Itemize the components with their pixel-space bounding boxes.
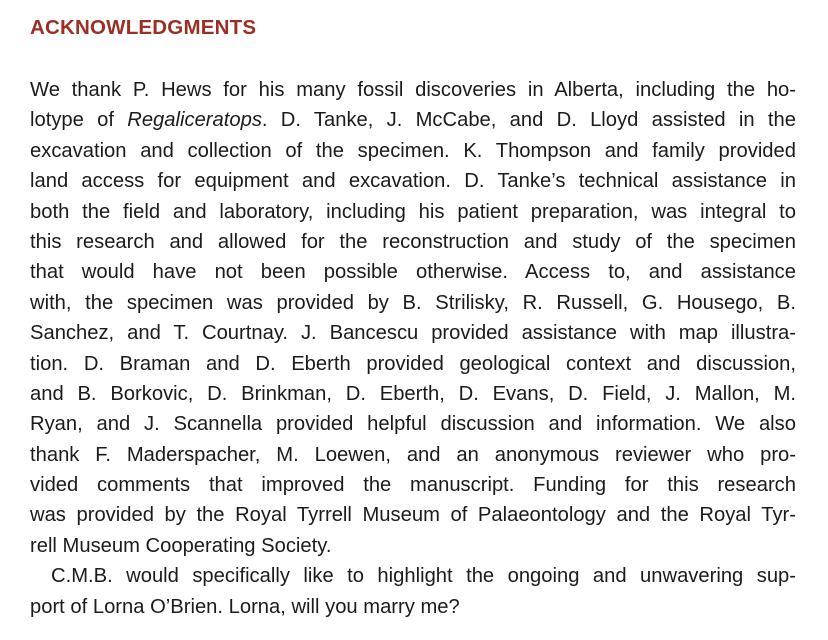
text-line: land access for equipment and excavation. D. Tanke’s technical assistance in <box>30 170 796 193</box>
acknowledgments-body <box>30 75 796 622</box>
text-line: was provided by the Royal Tyrrell Museum of Palaeontology and the Royal Tyr- <box>30 504 796 527</box>
text-line: vided comments that improved the manuscript. Funding for this research <box>30 474 796 497</box>
text-line: rell Museum Cooperating Society. <box>30 534 332 557</box>
text-line: Ryan, and J. Scannella provided helpful discussion and information. We also <box>30 413 796 436</box>
text-line: with, the specimen was provided by B. Strilisky, R. Russell, G. Housego, B. <box>30 291 796 314</box>
section-heading: ACKNOWLEDGMENTS <box>30 16 257 39</box>
paragraph-2 <box>30 561 796 622</box>
species-name: Regaliceratops <box>127 109 262 132</box>
text-line: C.M.B. would specifically like to highlight the ongoing and unwavering sup- <box>51 565 796 588</box>
text-line: We thank P. Hews for his many fossil discoveries in Alberta, including the ho- <box>30 79 796 101</box>
text-line: excavation and collection of the specimen. K. Thompson and family provided <box>30 139 796 162</box>
text-line: both the field and laboratory, including his patient preparation, was integral to <box>30 200 796 223</box>
paragraph-1 <box>30 75 796 561</box>
text-fragment: . D. Tanke, J. McCabe, and D. Lloyd assisted in the <box>261 109 796 132</box>
text-line: this research and allowed for the reconstruction and study of the specimen <box>30 230 796 253</box>
text-line: that would have not been possible otherwise. Access to, and assistance <box>30 261 796 284</box>
text-line: port of Lorna O’Brien. Lorna, will you marry me? <box>30 595 460 618</box>
text-line: Sanchez, and T. Courtnay. J. Bancescu provided assistance with map illustra- <box>30 322 796 345</box>
text-line: thank F. Maderspacher, M. Loewen, and an anonymous reviewer who pro- <box>30 443 796 466</box>
text-line: tion. D. Braman and D. Eberth provided geological context and discussion, <box>30 352 796 375</box>
text-fragment: lotype of <box>30 109 128 132</box>
text-line: and B. Borkovic, D. Brinkman, D. Eberth, D. Evans, D. Field, J. Mallon, M. <box>30 382 796 405</box>
text-line <box>30 105 796 135</box>
